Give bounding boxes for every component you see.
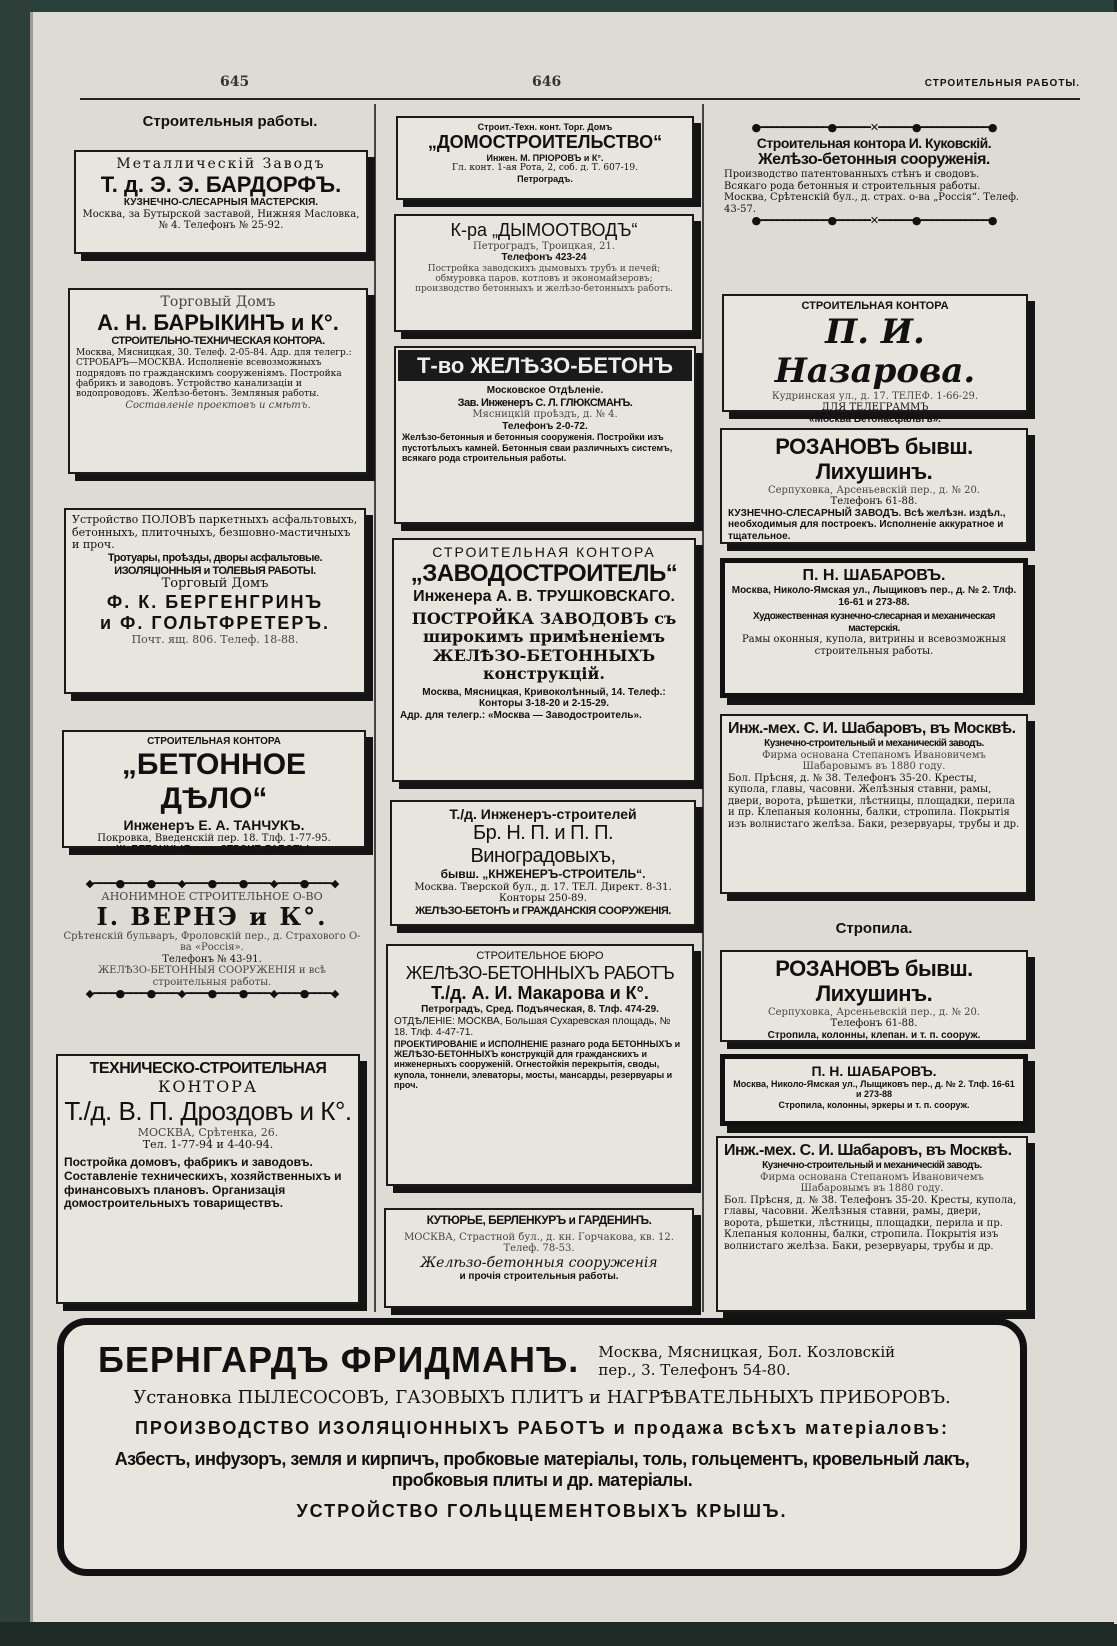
- ornament-border-icon: ●━━━━━━━━━━━━●━━━━━━✕━━━━━━●━━━━━━━━━━━━●: [751, 214, 997, 228]
- ornament-border-icon: ◆━━━━●━━━━●━━━━◆━━━━●━━━━●━━━━◆━━━━●━━━━◆: [85, 877, 339, 890]
- ad-vinogradov: [390, 800, 696, 926]
- ad-domostroitelstvo-address: Гл. конт. 1-ая Рота, 2, соб. д. Т. 607-19.: [452, 163, 638, 174]
- ad-drozdov-line: КОНТОРА: [157, 1077, 259, 1097]
- ad-domostroitelstvo-city: Петроградъ.: [517, 173, 573, 184]
- ad-betonnoe-delo-footer: Ж.-БЕТОННЫЯ и др. СТРОИТ. РАБОТЫ.: [116, 844, 312, 856]
- ad-makarov-body: ПРОЕКТИРОВАНІЕ и ИСПОЛНЕНІЕ разнаго рода БЕТОННЫХЪ и ЖЕЛѢЗО-БЕТОННЫХЪ конструкцій для гражданскихъ и инженерныхъ сооруженій. Огнестойкія перекрытія, своды, купола, тоннели, элеваторы, мосты, мансарды, резервуары и проч.: [394, 1038, 681, 1090]
- ad-makarov-branch: ОТДѢЛЕНІЕ: МОСКВА, Большая Сухаревская площадь, № 18. Тлф. 4-47-71.: [394, 1015, 671, 1039]
- ad-shabarov-rafters-name: П. Н. ШАБАРОВЪ.: [811, 1063, 937, 1079]
- ad-fridman-materials: Азбестъ, инфузоръ, земля и кирпичъ, пробковые матеріалы, толь, гольцементъ, кровельный лакъ, пробковыя плиты и др. матеріалы.: [114, 1449, 970, 1490]
- ad-shabarov-si-name: Инж.-мех. С. И. Шабаровъ, въ Москвѣ.: [728, 720, 1016, 737]
- ad-drozdov: [56, 1054, 360, 1304]
- ad-vinogradov-address: Москва. Тверской бул., д. 17. ТЕЛ. Директ. 8-31. Конторы 250-89.: [414, 881, 672, 905]
- ad-domostroitelstvo: [396, 116, 694, 200]
- ad-shabarov-si-rafters: [716, 1136, 1028, 1312]
- ad-vinogradov-line: Т./д. Инженеръ-строителей: [449, 806, 637, 822]
- ad-bardorf: [74, 150, 368, 254]
- ad-drozdov-address: МОСКВА, Срѣтенка, 26.: [137, 1125, 279, 1139]
- ad-kuture-line: Желѣзо-бетонныя сооруженія: [420, 1254, 658, 1271]
- ad-zavodostroitel-line: Инженера А. В. ТРУШКОВСКАГО.: [413, 587, 675, 605]
- ad-nazarov-name: П. И. Назарова.: [774, 311, 976, 391]
- ornament-border-icon: ◆━━━━●━━━━●━━━━◆━━━━●━━━━●━━━━◆━━━━●━━━━◆: [85, 987, 339, 1001]
- ad-shabarov-line: Художественная кузнечно-слесарная и механическая мастерскія.: [753, 611, 995, 634]
- ad-drozdov-phone: Тел. 1-77-94 и 4-40-94.: [142, 1138, 274, 1152]
- ad-zavodostroitel-line: СТРОИТЕЛЬНАЯ КОНТОРА: [432, 544, 656, 560]
- ad-betonnoe-delo-line: СТРОИТЕЛЬНАЯ КОНТОРА: [147, 736, 281, 747]
- ad-dymootvod: [394, 214, 694, 332]
- ad-zavodostroitel: [392, 538, 696, 782]
- ad-dymootvod-body: Постройка заводскихъ дымовыхъ трубъ и печей; обмуровка паров. котловъ и экономайзеровъ; производство бетонныхъ и желѣзо-бетонныхъ работъ.: [415, 263, 673, 295]
- ad-vinogradov-line: бывш. „КНЖЕНЕРЪ-СТРОИТЕЛЬ“.: [440, 867, 646, 882]
- ad-betonnoe-delo-name: „БЕТОННОЕ ДѢЛО“: [121, 747, 307, 815]
- ad-shabarov-si-body: Бол. Прѣсня, д. № 38. Телефонъ 35-20. Кресты, купола, главы, часовни. Желѣзныя ставни, рамы, двери, ворота, рѣшетки, лѣстницы, площадки, перила и пр. Клепаныя колонны, балки, стропила. Покрытія изъ волнистаго желѣза. Баки, резервуары, трубы и др.: [728, 772, 1020, 830]
- ad-rozanov-rafters-phone: Телефонъ 61-88.: [830, 1018, 918, 1030]
- ad-nazarov-address: Кудринская ул., д. 17. ТЕЛЕФ. 1-66-29.: [771, 390, 979, 402]
- book-spine-edge: [0, 0, 32, 1646]
- ad-kukovskiy-body: Производство патентованныхъ стѣнъ и сводовъ. Всякаго рода бетонныя и строительныя работы.: [724, 169, 981, 192]
- ad-drozdov-body: Постройка домовъ, фабрикъ и заводовъ. Составленіе техническихъ, хозяйственныхъ и финансовыхъ плановъ. Организація домостроительныхъ товариществъ.: [64, 1154, 342, 1211]
- ad-kukovskiy-address: Москва, Срѣтенскій бул., д. страх. о-ва „Россія“. Телеф. 43-57.: [724, 192, 1020, 215]
- ad-dymootvod-address: Петроградъ, Троицкая, 21.: [472, 240, 616, 252]
- ad-shabarov-si: [720, 714, 1028, 894]
- ad-zavodostroitel-telegraph: Адр. для телегр.: «Москва — Заводостроитель».: [400, 709, 642, 721]
- ad-barykin-body: Москва, Мясницкая, 30. Телеф. 2-05-84. Адр. для телегр.: СТРОБАРЪ—МОСКВА. Исполненіе всевозможныхъ подрядовъ по гражданскимъ сооруженіямъ. Постройка фабрикъ и заводовъ. Устройство канализаціи и водопроводовъ. Желѣзо-бетонъ. Земляныя работы.: [76, 348, 352, 400]
- ad-rozanov-address: Серпуховка, Арсеньевскій пер., д. № 20.: [767, 484, 980, 496]
- ad-barykin-footer: Составленіе проектовъ и смѣтъ.: [125, 399, 311, 411]
- ad-shabarov-address: Москва, Николо-Ямская ул., Лыщиковъ пер., д. № 2. Тлф. 16-61 и 273-88.: [731, 585, 1017, 608]
- ad-shabarov-si-line: Фирма основана Степаномъ Ивановичемъ Шабаровымъ въ 1880 году.: [762, 749, 986, 773]
- ad-kukovskiy-name: Строительная контора И. Куковскій.: [756, 134, 992, 151]
- ad-verne-footer: ЖЕЛѢЗО-БЕТОННЫЯ СООРУЖЕНІЯ и всѣ строительныя работы.: [98, 965, 326, 988]
- ornament-border-icon: ●━━━━━━━━━━━━●━━━━━━✕━━━━━━●━━━━━━━━━━━━●: [751, 121, 997, 134]
- ad-fridman-name: БЕРНГАРДЪ ФРИДМАНЪ.: [98, 1339, 580, 1380]
- ad-rozanov-name: РОЗАНОВЪ бывш. Лихушинъ.: [775, 434, 973, 485]
- ad-bergengrin-name: и Ф. ГОЛЬТФРЕТЕРЪ.: [99, 612, 331, 633]
- ad-zhelezo-beton-phone: Телефонъ 2-0-72.: [502, 420, 588, 432]
- page-number-right: 646: [532, 74, 562, 90]
- ad-vinogradov-name: Бр. Н. П. и П. П. Виноградовыхъ,: [470, 822, 616, 868]
- ad-rozanov-rafters-name: РОЗАНОВЪ бывш. Лихушинъ.: [775, 956, 973, 1007]
- ad-shabarov-rafters: [720, 1054, 1028, 1126]
- scan-background-bottom: [0, 1622, 1114, 1646]
- ad-barykin-line: СТРОИТЕЛЬНО-ТЕХНИЧЕСКАЯ КОНТОРА.: [111, 335, 325, 348]
- ad-domostroitelstvo-name: „ДОМОСТРОИТЕЛЬСТВО“: [427, 132, 663, 153]
- ad-vinogradov-footer: ЖЕЛѢЗО-БЕТОНЪ и ГРАЖДАНСКІЯ СООРУЖЕНІЯ.: [415, 904, 671, 917]
- ad-kukovskiy-line: Желѣзо-бетонныя сооруженія.: [758, 150, 990, 168]
- ad-zavodostroitel-name: „ЗАВОДОСТРОИТЕЛЬ“: [410, 560, 678, 588]
- ad-fridman: [57, 1318, 1027, 1576]
- ad-nazarov: [722, 294, 1028, 425]
- ad-fridman-footer: УСТРОЙСТВО ГОЛЬЦЦЕМЕНТОВЫХЪ КРЫШЪ.: [296, 1501, 788, 1521]
- ad-kukovskiy: [718, 118, 1030, 284]
- page-header: [80, 68, 1080, 100]
- ad-kuture-address: МОСКВА, Страстной бул., д. кн. Горчакова, кв. 12. Телеф. 78-53.: [404, 1231, 674, 1255]
- ad-fridman-address: Москва, Мясницкая, Бол. Козловскій пер., 3. Телефонъ 54-80.: [598, 1343, 896, 1379]
- ad-shabarov-rafters-footer: Стропила, колонны, эркеры и т. п. сооруж.: [778, 1099, 970, 1110]
- ad-zhelezo-beton-address: Мясницкій проѣздъ, д. № 4.: [472, 409, 618, 421]
- ad-bergengrin-contacts: Почт. ящ. 806. Телеф. 18-88.: [131, 632, 299, 646]
- ad-makarov: [386, 944, 694, 1186]
- ad-zhelezo-beton-line: Московское Отдѣленіе.: [486, 385, 604, 397]
- column-rule-1: [374, 104, 376, 1312]
- ad-barykin-line: Торговый Домъ: [160, 294, 276, 310]
- ad-dymootvod-phone: Телефонъ 423-24: [501, 252, 587, 264]
- ad-bardorf-name: Т. д. Э. Э. БАРДОРФЪ.: [100, 172, 342, 198]
- ad-nazarov-telegraph: «Москва Бетонасфальтъ».: [809, 413, 941, 425]
- ad-rozanov-rafters: [720, 950, 1028, 1042]
- ad-makarov-line: ЖЕЛѢЗО-БЕТОННЫХЪ РАБОТЪ: [405, 962, 675, 983]
- ad-shabarov-name: П. Н. ШАБАРОВЪ.: [802, 567, 946, 584]
- ad-zhelezo-beton-body: Желѣзо-бетонныя и бетонныя сооруженія. Постройки изъ пустотѣлыхъ камней. Бетонныя сваи различныхъ системъ, всякаго рода строительныя работы.: [402, 432, 673, 464]
- ad-rozanov-phone: Телефонъ 61-88.: [830, 496, 918, 508]
- ad-betonnoe-delo-address: Покровка, Введенскій пер. 18. Тлф. 1-77-95.: [97, 832, 331, 844]
- ad-bergengrin-body: Устройство ПОЛОВЪ паркетныхъ асфальтовыхъ, бетонныхъ, плиточныхъ, безшовно-мастичныхъ и проч.: [72, 513, 358, 552]
- ad-betonnoe-delo-line: Инженеръ Е. А. ТАНЧУКЪ.: [123, 816, 305, 833]
- ad-bardorf-line: Металлическій Заводъ: [116, 156, 326, 172]
- ad-zhelezo-beton-line: Зав. Инженеръ С. Л. ГЛЮКСМАНЪ.: [457, 396, 633, 409]
- ad-kuture-footer: и прочія строительныя работы.: [459, 1270, 619, 1282]
- running-title: СТРОИТЕЛЬНЫЯ РАБОТЫ.: [924, 78, 1080, 89]
- ad-bergengrin-line: Торговый Домъ: [161, 576, 269, 592]
- ad-betonnoe-delo: [62, 730, 366, 856]
- ad-makarov-name: Т./д. А. И. Макарова и К°.: [431, 983, 649, 1004]
- ad-shabarov-si-rafters-body: Бол. Прѣсня, д. № 38. Телефонъ 35-20. Кресты, купола, главы, часовни. Желѣзныя ставни, рамы, двери, ворота, рѣшетки, лѣстницы, площадки, перила и пр. Клепаныя колонны, балки, стропила. Покрытія изъ волнистаго желѣза. Баки, резервуары, трубы и др.: [724, 1194, 1017, 1252]
- ad-verne-line: АНОНИМНОЕ СТРОИТЕЛЬНОЕ О-ВО: [101, 889, 323, 903]
- ad-shabarov-rafters-address: Москва, Николо-Ямская ул., Лыщиковъ пер., д. № 2. Тлф. 16-61 и 273-88: [733, 1079, 1015, 1100]
- ad-shabarov: [720, 558, 1028, 698]
- ad-domostroitelstvo-line: Инжен. М. ПРІОРОВЪ и К°.: [486, 153, 604, 164]
- ad-barykin: [68, 288, 368, 474]
- column-rule-2: [702, 104, 704, 1312]
- ad-shabarov-body: Рамы оконныя, купола, витрины и всевозможныя строительныя работы.: [741, 634, 1007, 657]
- ad-verne-phone: Телефонъ № 43-91.: [162, 953, 262, 965]
- ad-shabarov-si-rafters-line: Кузнечно-строительный и механическій заводъ.: [762, 1160, 982, 1172]
- ad-bergengrin: [64, 508, 366, 694]
- ad-rozanov-rafters-footer: Стропила, колонны, клепан. и т. п. сооруж.: [767, 1029, 981, 1041]
- ad-bergengrin-name: Ф. К. БЕРГЕНГРИНЪ: [106, 592, 324, 613]
- ad-domostroitelstvo-line: Строит.-Техн. конт. Торг. Домъ: [477, 122, 613, 132]
- ad-makarov-line: СТРОИТЕЛЬНОЕ БЮРО: [476, 950, 604, 962]
- ad-kuture: [384, 1208, 694, 1308]
- ad-drozdov-name: Т./д. В. П. Дроздовъ и К°.: [64, 1095, 352, 1126]
- ad-nazarov-line: ДЛЯ ТЕЛЕГРАММЪ: [821, 402, 929, 414]
- ad-fridman-line: ПРОИЗВОДСТВО ИЗОЛЯЦІОННЫХЪ РАБОТЪ и продажа всѣхъ матеріаловъ:: [134, 1418, 950, 1438]
- ad-zavodostroitel-address: Москва, Мясницкая, Кривоколѣнный, 14. Телеф.: Конторы 3-18-20 и 2-15-29.: [422, 686, 666, 710]
- ad-shabarov-si-rafters-name: Инж.-мех. С. И. Шабаровъ, въ Москвѣ.: [724, 1142, 1012, 1159]
- ad-shabarov-si-line: Кузнечно-строительный и механическій заводъ.: [764, 738, 984, 750]
- ad-zhelezo-beton-name: Т-во ЖЕЛѢЗО-БЕТОНЪ: [398, 350, 692, 381]
- section-title-rafters: Стропила.: [835, 920, 913, 937]
- ad-bergengrin-line: Тротуары, проѣзды, дворы асфальтовые. ИЗОЛЯЦІОННЫЯ и ТОЛЕВЫЯ РАБОТЫ.: [107, 551, 323, 577]
- ad-verne-address: Срѣтенскій бульваръ, Фроловскій пер., д. Страхового О-ва «Россія».: [63, 930, 361, 954]
- ad-zavodostroitel-body: ПОСТРОЙКА ЗАВОДОВЪ съ широкимъ примѣненіемъ ЖЕЛѢЗО-БЕТОННЫХЪ конструкцій.: [411, 609, 677, 684]
- ad-kuture-name: КУТЮРЬЕ, БЕРЛЕНКУРЪ и ГАРДЕНИНЪ.: [426, 1213, 652, 1227]
- ad-verne-name: I. ВЕРНЭ и К°.: [96, 902, 328, 932]
- ad-fridman-line: Установка ПЫЛЕСОСОВЪ, ГАЗОВЫХЪ ПЛИТЪ и НАГРѢВАТЕЛЬНЫХЪ ПРИБОРОВЪ.: [133, 1387, 951, 1408]
- ad-dymootvod-name: К-ра „ДЫМООТВОДЪ“: [450, 220, 638, 240]
- ad-barykin-name: А. Н. БАРЫКИНЪ и К°.: [97, 310, 339, 336]
- ad-nazarov-line: СТРОИТЕЛЬНАЯ КОНТОРА: [801, 300, 949, 312]
- ad-verne: [56, 874, 368, 1022]
- ad-bardorf-address: Москва, за Бутырской заставой, Нижняя Масловка, № 4. Телефонъ № 25-92.: [82, 208, 360, 232]
- ad-makarov-address: Петроградъ, Сред. Подъяческая, 8. Тлф. 474-29.: [421, 1004, 659, 1016]
- section-title-construction: Строительныя работы.: [142, 113, 318, 130]
- ad-rozanov-body: КУЗНЕЧНО-СЛЕСАРНЫЙ ЗАВОДЪ. Всѣ желѣзн. издѣл., необходимыя для построекъ. Исполненіе аккуратное и тщательное.: [728, 507, 1006, 542]
- ad-rozanov: [720, 428, 1028, 544]
- ad-bardorf-line: КУЗНЕЧНО-СЛЕСАРНЫЯ МАСТЕРСКІЯ.: [123, 197, 319, 209]
- ad-zhelezo-beton: [394, 346, 696, 524]
- page-number-left: 645: [220, 74, 250, 90]
- ad-rozanov-rafters-address: Серпуховка, Арсеньевскій пер., д. № 20.: [767, 1006, 980, 1018]
- ad-shabarov-si-rafters-line: Фирма основана Степаномъ Ивановичемъ Шабаровымъ въ 1880 году.: [760, 1171, 984, 1195]
- ad-drozdov-line: ТЕХНИЧЕСКО-СТРОИТЕЛЬНАЯ: [89, 1060, 327, 1077]
